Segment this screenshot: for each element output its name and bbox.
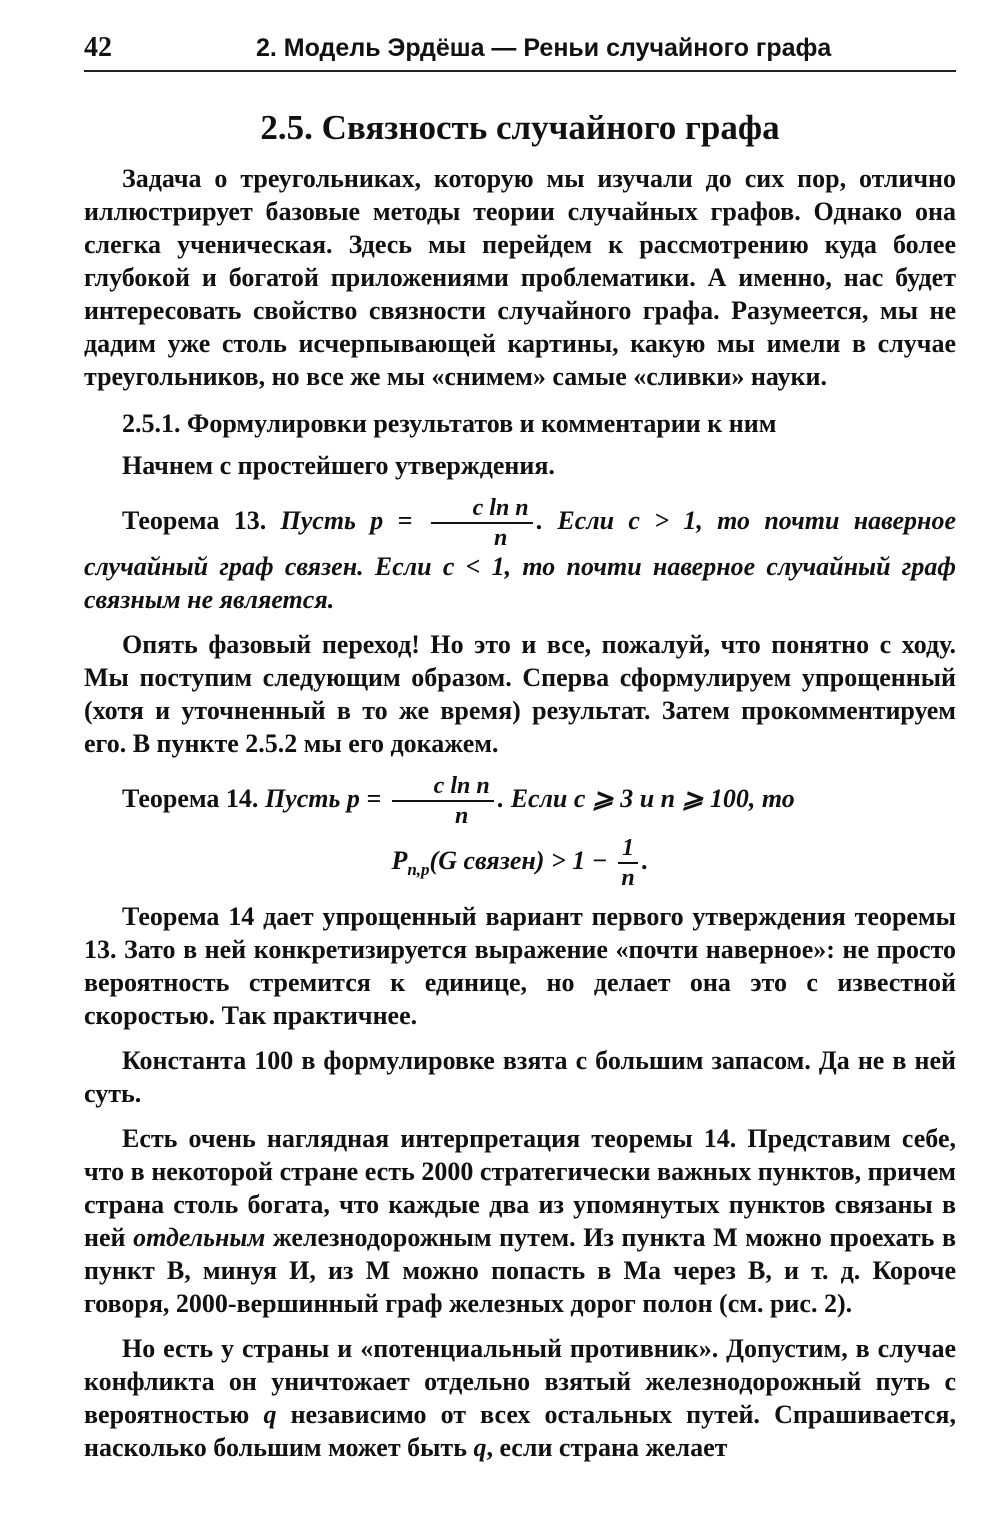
theorem-13-name: Теорема 13. — [122, 505, 267, 535]
text-span: независимо от всех остальных путей. Спрашивается, насколько большим может быть — [84, 1400, 956, 1462]
theorem-13-text: . Если c > 1, то почти наверное случайный граф связен. Если c < 1, то почти наверное случайный граф связным не является. — [84, 505, 956, 614]
paragraph-constant: Константа 100 в формулировке взята с большим запасом. Да не в ней суть. — [84, 1046, 956, 1108]
variable-q: q — [263, 1400, 277, 1429]
running-title: 2. Модель Эрдёша — Реньи случайного графа — [256, 34, 832, 62]
theorem-14 — [84, 774, 956, 828]
formula-p: P — [391, 845, 408, 875]
theorem-13-fraction — [431, 496, 533, 550]
theorem-13-lead: Пусть p = — [280, 505, 413, 535]
formula-middle: (G связен) > 1 − — [429, 845, 608, 875]
variable-q: q — [473, 1433, 487, 1462]
page-header — [84, 30, 956, 72]
theorem-14-text: . Если c ⩾ 3 и n ⩾ 100, то — [497, 783, 795, 813]
fraction-numerator: 1 — [618, 836, 638, 864]
page-content — [84, 108, 956, 1464]
fraction-numerator: c ln n — [431, 496, 533, 524]
paragraph-lead: Начнем с простейшего утверждения. — [122, 451, 555, 480]
formula-end: . — [642, 845, 649, 875]
page-number: 42 — [84, 32, 112, 63]
paragraph-simplified: Теорема 14 дает упрощенный вариант первого утверждения теоремы 13. Зато в ней конкретизируется выражение «почти наверное»: не просто вероятность стремится к единице, но делает она это с известной скоростью. Так практичнее. — [84, 902, 956, 1030]
paragraph-adversary — [84, 1332, 956, 1464]
section-title: 2.5. Связность случайного графа — [260, 108, 780, 147]
text-span: Есть очень наглядная интерпретация теоремы 14. Представим себе, что в некоторой стране есть 2000 стратегически важных пунктов, причем страна столь богата, что каждые два из упомянутых пунктов связаны в ней — [84, 1124, 956, 1252]
emphasis: отдельным — [133, 1223, 266, 1252]
subsection-title: 2.5.1. Формулировки результатов и комментарии к ним — [122, 409, 777, 438]
formula-subscript: n,p — [407, 859, 430, 879]
text-span: Но есть у страны и «потенциальный противник». Допустим, в случае конфликта он уничтожает отдельно взятый железнодорожный путь с вероятностью — [84, 1334, 956, 1429]
theorem-13 — [84, 496, 956, 616]
text-span: железнодорожным путем. Из пункта М можно проехать в пункт В, минуя И, из М можно попасть в Ма через В, и т. д. Короче говоря, 2000-вершинный граф железных дорог полон (см. рис. 2). — [84, 1223, 956, 1318]
theorem-14-fraction — [392, 774, 494, 828]
fraction-denominator: n — [493, 525, 508, 551]
theorem-14-name: Теорема 14. — [122, 783, 259, 813]
fraction-denominator: n — [455, 803, 469, 829]
text-span: , если страна желает — [486, 1433, 728, 1462]
fraction-numerator: c ln n — [392, 774, 494, 802]
theorem-14-lead: Пусть p = — [264, 783, 382, 813]
paragraph-interpretation — [84, 1122, 956, 1320]
paragraph-intro: Задача о треугольниках, которую мы изучали до сих пор, отлично иллюстрирует базовые методы теории случайных графов. Однако она слегка ученическая. Здесь мы перейдем к рассмотрению куда более глубокой и богатой приложениями проблематики. А именно, нас будет интересовать свойство связности случайного графа. Разумеется, мы не дадим уже столь исчерпывающей картины, какую мы имели в случае треугольников, но все же мы «снимем» самые «сливки» науки. — [84, 164, 956, 391]
fraction-denominator: n — [621, 865, 635, 891]
display-formula — [84, 836, 956, 890]
formula-fraction — [618, 836, 638, 890]
paragraph-phase: Опять фазовый переход! Но это и все, пожалуй, что понятно с ходу. Мы поступим следующим образом. Сперва сформулируем упрощенный (хотя и уточненный в то же время) результат. Затем прокомментируем его. В пункте 2.5.2 мы его докажем. — [84, 630, 956, 758]
